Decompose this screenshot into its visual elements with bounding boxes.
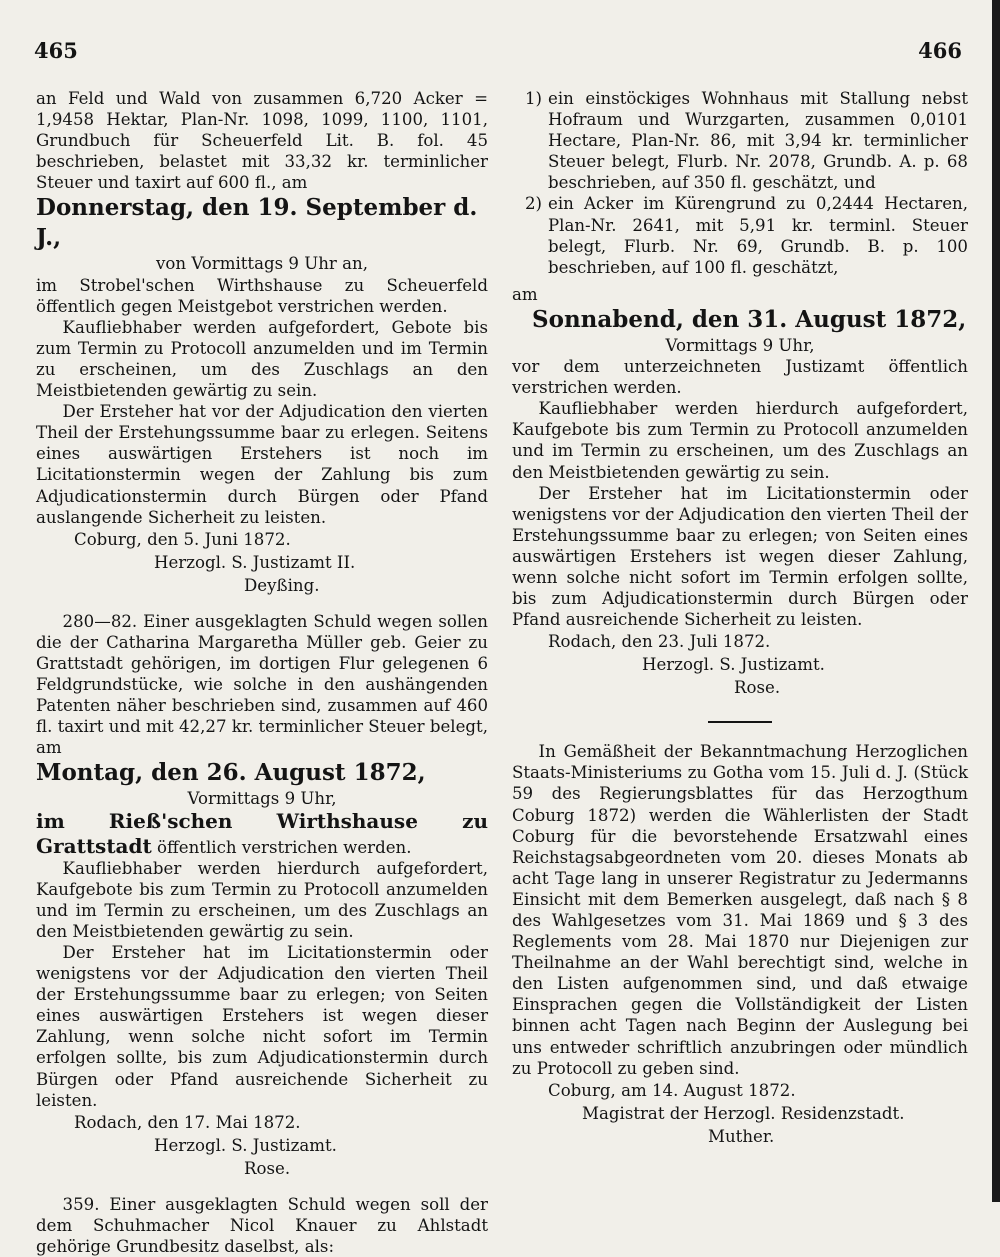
property-item-1-text: ein einstöckiges Wohnhaus mit Stallung nebst Hofraum und Wurzgarten, zusammen 0,0101 Hectare, Plan-Nr. 86, mit 3,94 kr. terminlicher Steuer belegt, Flurb. Nr. 2078, Grundb. A. p. 68 beschrieben, auf 350 fl. geschätzt, und	[548, 89, 968, 193]
notice-3-time: Vormittags 9 Uhr,	[665, 335, 815, 355]
notice-2-date: Montag, den 26. August 1872,	[36, 759, 426, 787]
notice-3-am: am	[512, 284, 538, 304]
notice-1-location: im Strobel'schen Wirthshause zu Scheuerfeld öffentlich gegen Meistgebot verstrichen werden.	[36, 275, 488, 316]
notice-1-date: Donnerstag, den 19. September d. J.,	[36, 194, 478, 252]
page-number-left: 465	[34, 38, 78, 63]
property-item-2-number: 2)	[524, 194, 542, 214]
notice-3-bidders: Kaufliebhaber werden hierdurch aufgefordert, Kaufgebote bis zum Termin zu Protocoll anzumelden und im Termin zu erscheinen, um des Zuschlags an den Meistbietenden gewärtig zu sein.	[512, 399, 968, 482]
notice-2-conditions: Der Ersteher hat im Licitationstermin oder wenigstens vor der Adjudication den vierten Theil der Erstehungssumme baar zu erlegen; von Seiten eines auswärtigen Erstehers ist wegen dieser Zahlung, wenn solche nicht sofort im Termin erfolgen sollte, bis zum Adjudicationstermin durch Bürgen oder Pfand ausreichende Sicherheit zu leisten.	[36, 943, 488, 1110]
property-item-2-text: ein Acker im Kürengrund zu 0,2444 Hectaren, Plan-Nr. 2641, mit 5,91 kr. terminl. Steuer belegt, Flurb. Nr. 69, Grundb. B. p. 100 beschrieben, auf 100 fl. geschätzt,	[548, 194, 968, 277]
page-edge-border	[992, 0, 1000, 1202]
right-column	[512, 88, 968, 1148]
notice-3-signatory: Rose.	[734, 678, 781, 698]
election-notice-office: Magistrat der Herzogl. Residenzstadt.	[582, 1103, 905, 1123]
notice-1-time: von Vormittags 9 Uhr an,	[156, 254, 368, 274]
left-column	[36, 88, 488, 1257]
notice-2-office: Herzogl. S. Justizamt.	[154, 1135, 337, 1155]
notice-3-office: Herzogl. S. Justizamt.	[642, 655, 825, 675]
property-item-2	[512, 193, 968, 277]
notice-2-place-date: Rodach, den 17. Mai 1872.	[74, 1112, 301, 1132]
property-item-1	[512, 88, 968, 193]
notice-3-place-date: Rodach, den 23. Juli 1872.	[548, 632, 771, 652]
notice-2-time: Vormittags 9 Uhr,	[187, 789, 337, 809]
notice-3-conditions: Der Ersteher hat im Licitationstermin oder wenigstens vor der Adjudication den vierten Theil der Erstehungssumme baar zu erlegen; von Seiten eines auswärtigen Erstehers ist wegen dieser Zahlung, wenn solche nicht sofort im Termin erfolgen sollte, bis zum Adjudicationstermin durch Bürgen oder Pfand ausreichende Sicherheit zu leisten.	[512, 483, 968, 630]
notice-2-location: im Rieß'schen Wirthshause zu Grattstadt	[36, 809, 488, 858]
notice-1-text: an Feld und Wald von zusammen 6,720 Acker = 1,9458 Hektar, Plan-Nr. 1098, 1099, 1100, 1101, Grundbuch für Scheuerfeld Lit. B. fol. 45 beschrieben, belastet mit 33,32 kr. terminlicher Steuer und taxirt auf 600 fl., am	[36, 89, 488, 193]
election-notice-text: In Gemäßheit der Bekanntmachung Herzoglichen Staats-Ministeriums zu Gotha vom 15. Juli d. J. (Stück 59 des Regierungsblattes für das Herzogthum Coburg 1872) werden die Wählerlisten der Stadt Coburg für die bevorstehende Ersatzwahl eines Reichstagsabgeordneten vom 20. dieses Monats ab acht Tage lang in unserer Registratur zu Jedermanns Einsicht mit dem Bemerken ausgelegt, daß nach § 8 des Wahlgesetzes vom 31. Mai 1869 und § 3 des Reglements vom 28. Mai 1870 nur Diejenigen zur Theilnahme an der Wahl berechtigt sind, welche in den Listen aufgenommen sind, und daß etwaige Einsprachen gegen die Vollständigkeit der Listen binnen acht Tagen nach Beginn der Auslegung bei uns entweder schriftlich anzubringen oder mündlich zu Protocoll zu geben sind.	[512, 742, 968, 1078]
election-notice-place-date: Coburg, am 14. August 1872.	[548, 1080, 796, 1100]
notice-2-location-rest: öffentlich verstrichen werden.	[157, 837, 412, 857]
notice-1-conditions: Der Ersteher hat vor der Adjudication den vierten Theil der Erstehungssumme baar zu erlegen. Seitens eines auswärtigen Erstehers ist noch im Licitationstermin wegen der Zahlung bis zum Adjudicationstermin durch Bürgen oder Pfand auslangende Sicherheit zu leisten.	[36, 402, 488, 527]
notice-1-office: Herzogl. S. Justizamt II.	[154, 552, 356, 572]
property-item-1-number: 1)	[524, 89, 542, 108]
notice-2-bidders: Kaufliebhaber werden hierdurch aufgefordert, Kaufgebote bis zum Termin zu Protocoll anzumelden und im Termin zu erscheinen, um des Zuschlags an den Meistbietenden gewärtig zu sein.	[36, 858, 488, 941]
notice-3-location: vor dem unterzeichneten Justizamt öffentlich verstrichen werden.	[512, 357, 968, 398]
notice-1-signatory: Deyßing.	[244, 575, 320, 595]
notice-1-place-date: Coburg, den 5. Juni 1872.	[74, 529, 291, 549]
notice-3-text: 359. Einer ausgeklagten Schuld wegen soll der dem Schuhmacher Nicol Knauer zu Ahlstadt gehörige Grundbesitz daselbst, als:	[36, 1194, 488, 1256]
election-notice-signatory: Muther.	[708, 1126, 775, 1146]
notice-2-signatory: Rose.	[244, 1158, 291, 1178]
page-number-right: 466	[918, 38, 962, 63]
section-divider	[708, 721, 772, 723]
notice-3-date: Sonnabend, den 31. August 1872,	[532, 305, 967, 333]
notice-1-bidders: Kaufliebhaber werden aufgefordert, Gebote bis zum Termin zu Protocoll anzumelden und im Termin zu erscheinen, um des Zuschlags an den Meistbietenden gewärtig zu sein.	[36, 317, 488, 401]
notice-2-text: 280—82. Einer ausgeklagten Schuld wegen sollen die der Catharina Margaretha Müller geb. Geier zu Grattstadt gehörigen, im dortigen Flur gelegenen 6 Feldgrundstücke, wie solche in den aushängenden Patenten näher beschrieben sind, zusammen auf 460 fl. taxirt und mit 42,27 kr. terminlicher Steuer belegt, am	[36, 611, 488, 758]
